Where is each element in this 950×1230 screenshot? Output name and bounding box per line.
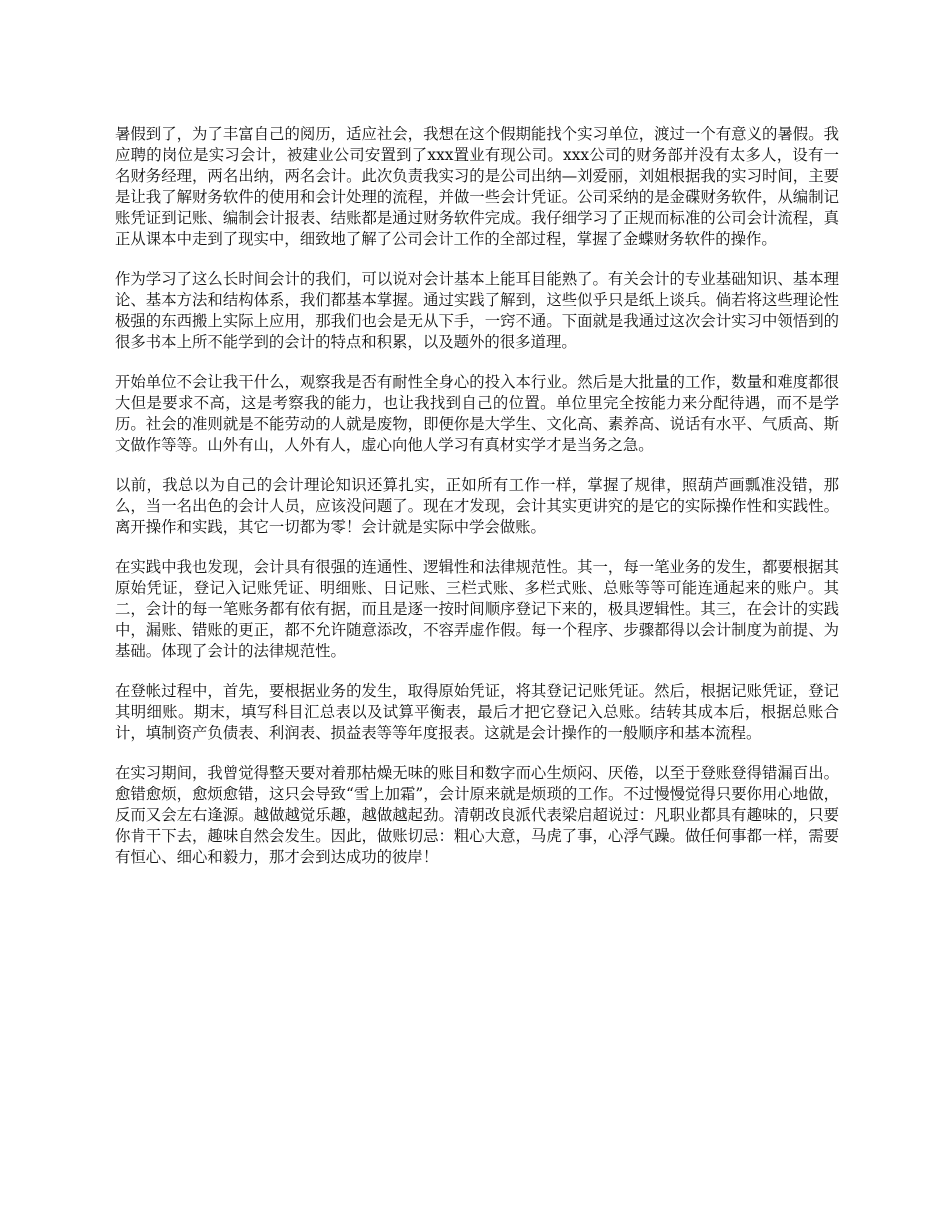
paragraph-5: 在实践中我也发现，会计具有很强的连通性、逻辑性和法律规范性。其一，每一笔业务的发生，都要根据其原始凭证，登记入记账凭证、明细账、日记账、三栏式账、多栏式账、总账等等可能连通起来的账户。其二，会计的每一笔账务都有依有据，而且是逐一按时间顺序登记下来的，极具逻辑性。其三，在会计的实践中，漏账、错账的更正，都不允许随意添改，不容弄虚作假。每一个程序、步骤都得以会计制度为前提、为基础。体现了会计的法律规范性。 <box>115 558 839 660</box>
paragraph-1: 暑假到了，为了丰富自己的阅历，适应社会，我想在这个假期能找个实习单位，渡过一个有意义的暑假。我应聘的岗位是实习会计，被建业公司安置到了xxx置业有现公司。xxx公司的财务部并没有太多人，设有一名财务经理，两名出纳，两名会计。此次负责我实习的是公司出纳—刘爱丽，刘姐根据我的实习时间，主要是让我了解财务软件的使用和会计处理的流程，并做一些会计凭证。公司采纳的是金碟财务软件，从编制记账凭证到记账、编制会计报表、结账都是通过财务软件完成。我仔细学习了正规而标准的公司会计流程，真正从课本中走到了现实中，细致地了解了公司会计工作的全部过程，掌握了金蝶财务软件的操作。 <box>115 125 839 248</box>
paragraph-3: 开始单位不会让我干什么，观察我是否有耐性全身心的投入本行业。然后是大批量的工作，数量和难度都很大但是要求不高，这是考察我的能力，也让我找到自己的位置。单位里完全按能力来分配待遇，而不是学历。社会的准则就是不能劳动的人就是废物，即便你是大学生、文化高、素养高、说话有水平、气质高、斯文做作等等。山外有山，人外有人，虚心向他人学习有真材实学才是当务之急。 <box>115 373 839 454</box>
document-body <box>115 124 839 887</box>
paragraph-4: 以前，我总以为自己的会计理论知识还算扎实，正如所有工作一样，掌握了规律，照葫芦画瓢准没错，那么，当一名出色的会计人员，应该没问题了。现在才发现，会计其实更讲究的是它的实际操作性和实践性。离开操作和实践，其它一切都为零！会计就是实际中学会做账。 <box>115 476 839 536</box>
paragraph-2: 作为学习了这么长时间会计的我们，可以说对会计基本上能耳目能熟了。有关会计的专业基础知识、基本理论、基本方法和结构体系，我们都基本掌握。通过实践了解到，这些似乎只是纸上谈兵。倘若将这些理论性极强的东西搬上实际上应用，那我们也会是无从下手，一窍不通。下面就是我通过这次会计实习中领悟到的很多书本上所不能学到的会计的特点和积累，以及题外的很多道理。 <box>115 270 839 351</box>
paragraph-6: 在登帐过程中，首先，要根据业务的发生，取得原始凭证，将其登记记账凭证。然后，根据记账凭证，登记其明细账。期末，填写科目汇总表以及试算平衡表，最后才把它登记入总账。结转其成本后，根据总账合计，填制资产负债表、利润表、损益表等等年度报表。这就是会计操作的一般顺序和基本流程。 <box>115 682 839 742</box>
paragraph-7: 在实习期间，我曾觉得整天要对着那枯燥无味的账目和数字而心生烦闷、厌倦，以至于登账登得错漏百出。愈错愈烦，愈烦愈错，这只会导致“雪上加霜”，会计原来就是烦琐的工作。不过慢慢觉得只要你用心地做，反而又会左右逢源。越做越觉乐趣，越做越起劲。清朝改良派代表梁启超说过：凡职业都具有趣味的，只要你肯干下去，趣味自然会发生。因此，做账切忌：粗心大意，马虎了事，心浮气躁。做任何事都一样，需要有恒心、细心和毅力，那才会到达成功的彼岸！ <box>115 764 839 866</box>
